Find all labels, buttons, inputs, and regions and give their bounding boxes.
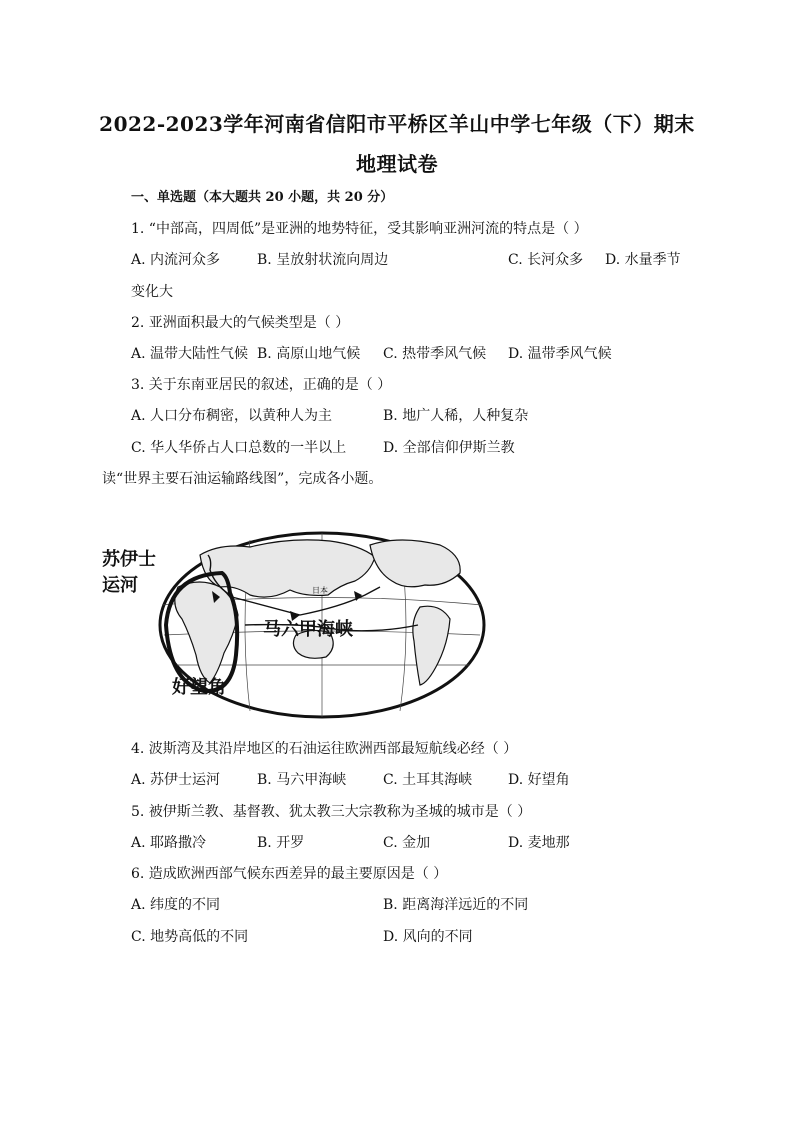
question-2-option-b: B. 高原山地气候 xyxy=(257,346,361,362)
question-1-option-d-continued: 变化大 xyxy=(131,284,173,300)
question-3-option-c: C. 华人华侨占人口总数的一半以上 xyxy=(131,440,347,456)
question-4-option-a: A. 苏伊士运河 xyxy=(131,772,221,788)
question-2-option-d: D. 温带季风气候 xyxy=(508,346,612,362)
question-1-option-d: D. 水量季节 xyxy=(605,252,681,268)
question-3-stem: 3. 关于东南亚居民的叙述，正确的是（ ） xyxy=(131,377,392,393)
label-japan: 日本 xyxy=(312,586,328,595)
question-2-stem: 2. 亚洲面积最大的气候类型是（ ） xyxy=(131,315,350,331)
map-instruction: 读“世界主要石油运输路线图”，完成各小题。 xyxy=(102,471,383,487)
question-4-stem: 4. 波斯湾及其沿岸地区的石油运往欧洲西部最短航线必经（ ） xyxy=(131,741,518,757)
question-6-option-d: D. 风向的不同 xyxy=(383,929,473,945)
question-3-option-b: B. 地广人稀，人种复杂 xyxy=(383,408,529,424)
question-1-stem: 1. “中部高，四周低”是亚洲的地势特征，受其影响亚洲河流的特点是（ ） xyxy=(131,221,588,237)
question-2-option-a: A. 温带大陆性气候 xyxy=(131,346,249,362)
label-suez-line1: 苏伊士 xyxy=(102,549,156,569)
question-4-option-d: D. 好望角 xyxy=(508,772,570,788)
question-4-option-c: C. 土耳其海峡 xyxy=(383,772,473,788)
page-title-line1: 2022-2023学年河南省信阳市平桥区羊山中学七年级（下）期末 xyxy=(99,112,695,136)
label-malacca: 马六甲海峡 xyxy=(263,619,353,639)
question-1-option-b: B. 呈放射状流向周边 xyxy=(257,252,389,268)
question-3-option-a: A. 人口分布稠密，以黄种人为主 xyxy=(131,408,333,424)
question-6-stem: 6. 造成欧洲西部气候东西差异的最主要原因是（ ） xyxy=(131,866,448,882)
question-5-stem: 5. 被伊斯兰教、基督教、犹太教三大宗教称为圣城的城市是（ ） xyxy=(131,804,532,820)
question-6-option-c: C. 地势高低的不同 xyxy=(131,929,249,945)
question-4-option-b: B. 马六甲海峡 xyxy=(257,772,347,788)
question-3-option-d: D. 全部信仰伊斯兰教 xyxy=(383,440,515,456)
label-cape: 好望角 xyxy=(172,677,226,697)
question-6-option-a: A. 纬度的不同 xyxy=(131,897,221,913)
label-suez-line2: 运河 xyxy=(102,575,138,595)
question-6-option-b: B. 距离海洋远近的不同 xyxy=(383,897,529,913)
question-1-option-a: A. 内流河众多 xyxy=(131,252,221,268)
question-5-option-a: A. 耶路撒冷 xyxy=(131,835,207,851)
question-1-option-c: C. 长河众多 xyxy=(508,252,584,268)
question-5-option-b: B. 开罗 xyxy=(257,835,305,851)
question-5-option-c: C. 金加 xyxy=(383,835,431,851)
question-5-option-d: D. 麦地那 xyxy=(508,835,570,851)
oil-route-world-map xyxy=(100,515,490,725)
page-title-line2: 地理试卷 xyxy=(356,152,438,176)
question-2-option-c: C. 热带季风气候 xyxy=(383,346,487,362)
section-heading: 一、单选题（本大题共 20 小题，共 20 分） xyxy=(131,190,394,205)
